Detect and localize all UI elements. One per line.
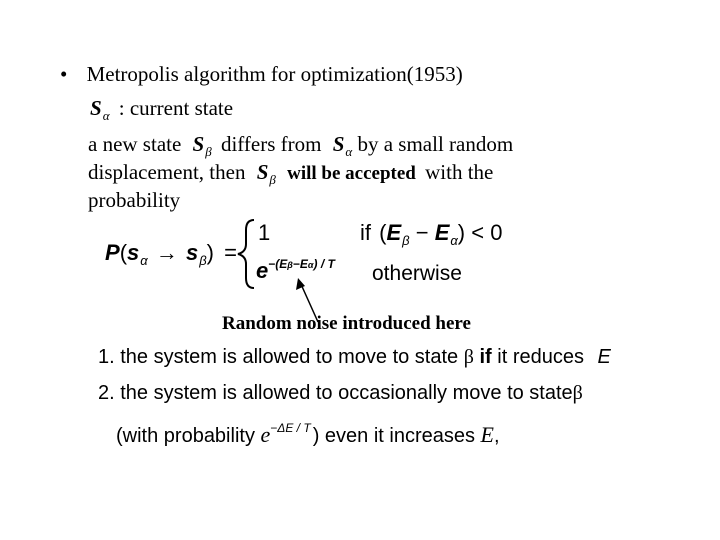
s-alpha-symbol-2: $S_\alpha$	[332, 132, 353, 159]
s-beta-symbol: $S_\beta$	[192, 132, 212, 159]
list-item-1-E: E	[597, 346, 611, 368]
text-small-random: by a small random	[357, 132, 514, 156]
list-item-2	[98, 382, 583, 405]
text-probability: probability	[88, 188, 181, 212]
eq-paren-open: (	[119, 240, 128, 265]
eq-curly-brace	[238, 220, 254, 288]
list-item-1-prefix: 1. the system is allowed to move to state	[98, 346, 459, 368]
annotation-arrowhead	[296, 278, 305, 290]
current-state-text: : current state	[118, 96, 234, 120]
eq-E-beta-sub: β	[402, 233, 410, 248]
eq-E-alpha-sub: α	[450, 233, 458, 248]
s-alpha-symbol: $S_\alpha$	[90, 96, 110, 123]
slide-title: Metropolis algorithm for optimization(1953)	[86, 62, 463, 86]
eq-E-beta: E	[386, 220, 402, 245]
eq-s-beta: s	[185, 240, 199, 265]
list-item-1-suffix: it reduces	[497, 346, 584, 368]
text-a-new-state: a new state	[88, 132, 182, 156]
eq-if: if	[360, 220, 371, 245]
eq-cond-close: )	[457, 220, 466, 245]
eq-paren-close: )	[206, 240, 214, 265]
eq-cond-open: (	[379, 220, 387, 245]
list-item-1-if: if	[479, 346, 492, 368]
s-beta-symbol-2: $S_\beta$	[256, 160, 276, 187]
eq-exponent: −(Eβ−Eα) / T	[268, 257, 335, 271]
eq-case2-condition: otherwise	[372, 262, 462, 285]
eq-equals: =	[224, 240, 237, 265]
eq-arrow: →	[155, 240, 178, 265]
list-item-2-prefix: 2. the system is allowed to occasionally move to state	[98, 382, 573, 404]
text-differs-from: differs from	[220, 132, 322, 156]
list-item-2-cont-suffix: ) even it increases	[312, 425, 475, 447]
text-will-be-accepted: will be accepted	[287, 163, 416, 184]
eq-P: P	[105, 240, 120, 265]
list-item-2-cont-exponent: −ΔE / T	[270, 421, 311, 435]
list-item-2-beta: β	[572, 382, 583, 404]
list-item-1-beta: β	[463, 346, 474, 368]
eq-alpha-sub: α	[140, 253, 148, 268]
eq-e-base: e	[256, 258, 269, 283]
eq-beta-sub: β	[199, 253, 207, 268]
list-item-1	[98, 346, 611, 369]
list-item-2-cont-E: E	[480, 422, 494, 447]
bullet-point: •	[60, 62, 68, 86]
list-item-2-continuation	[116, 422, 500, 448]
eq-case1-value: 1	[258, 220, 271, 245]
text-with-the: with the	[425, 160, 494, 184]
list-item-2-cont-comma: ,	[494, 425, 500, 447]
eq-s-alpha: s	[127, 240, 140, 265]
text-displacement: displacement, then	[88, 160, 246, 184]
eq-lt-zero: < 0	[471, 220, 503, 245]
annotation-label: Random noise introduced here	[222, 313, 471, 334]
eq-E-alpha: E	[434, 220, 450, 245]
list-item-2-cont-e: e	[260, 422, 271, 447]
list-item-2-cont-prefix: (with probability	[116, 425, 255, 447]
eq-minus: −	[415, 220, 429, 245]
